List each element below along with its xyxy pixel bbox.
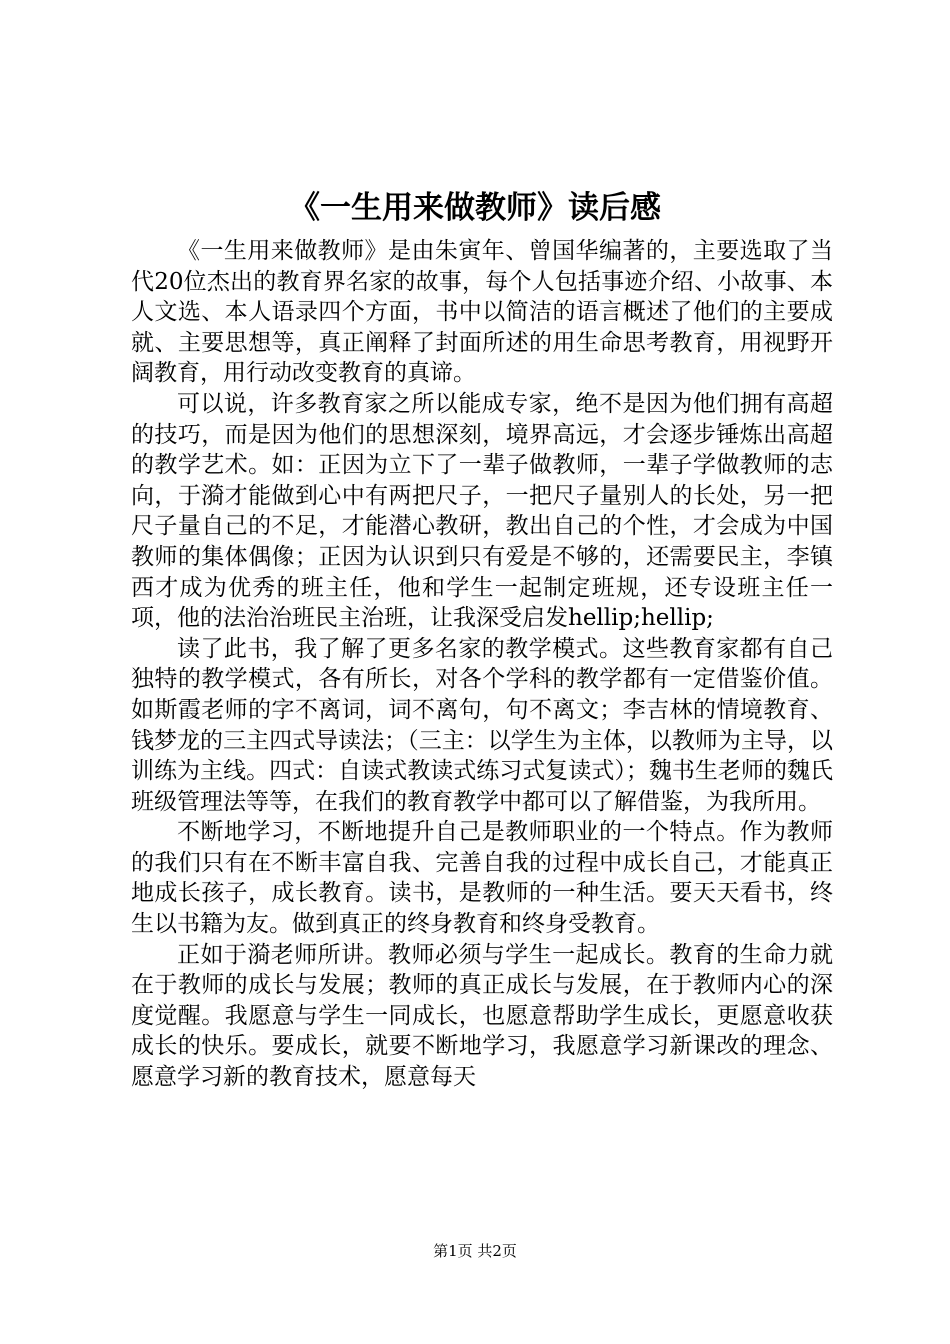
paragraph-4: 不断地学习，不断地提升自己是教师职业的一个特点。作为教师的我们只有在不断丰富自我、完善自我的过程中成长自己，才能真正地成长孩子，成长教育。读书，是教师的一种生活。要天天看书，终生以书籍为友。做到真正的终身教育和终身受教育。 (131, 819, 833, 938)
paragraph-3: 读了此书，我了解了更多名家的教学模式。这些教育家都有自己独特的教学模式，各有所长，对各个学科的教学都有一定借鉴价值。如斯霞老师的字不离词，词不离句，句不离文；李吉林的情境教育、钱梦龙的三主四式导读法；（三主：以学生为主体，以教师为主导，以训练为主线。四式：自读式教读式练习式复读式）；魏书生老师的魏氏班级管理法等等，在我们的教育教学中都可以了解借鉴，为我所用。 (131, 635, 833, 815)
paragraph-1: 《一生用来做教师》是由朱寅年、曾国华编著的，主要选取了当代20位杰出的教育界名家的故事，每个人包括事迹介绍、小故事、本人文选、本人语录四个方面，书中以简洁的语言概述了他们的主要成就、主要思想等，真正阐释了封面所述的用生命思考教育，用视野开阔教育，用行动改变教育的真谛。 (131, 238, 833, 387)
document-title: 《一生用来做教师》读后感 (289, 190, 661, 226)
page-number-footer: 第1页 共2页 (433, 1242, 517, 1260)
paragraph-5: 正如于漪老师所讲。教师必须与学生一起成长。教育的生命力就在于教师的成长与发展；教师的真正成长与发展，在于教师内心的深度觉醒。我愿意与学生一同成长，也愿意帮助学生成长，更愿意收获成长的快乐。要成长，就要不断地学习，我愿意学习新课改的理念、愿意学习新的教育技术，愿意每天 (131, 941, 833, 1091)
paragraph-2: 可以说，许多教育家之所以能成专家，绝不是因为他们拥有高超的技巧，而是因为他们的思想深刻，境界高远，才会逐步锤炼出高超的教学艺术。如：正因为立下了一辈子做教师，一辈子学做教师的志向，于漪才能做到心中有两把尺子，一把尺子量别人的长处，另一把尺子量自己的不足，才能潜心教研，教出自己的个性，才会成为中国教师的集体偶像；正因为认识到只有爱是不够的，还需要民主，李镇西才成为优秀的班主任，他和学生一起制定班规，还专设班主任一项，他的法治治班民主治班，让我深受启发hellip;hellip; (131, 390, 833, 632)
document-body (131, 236, 833, 1093)
